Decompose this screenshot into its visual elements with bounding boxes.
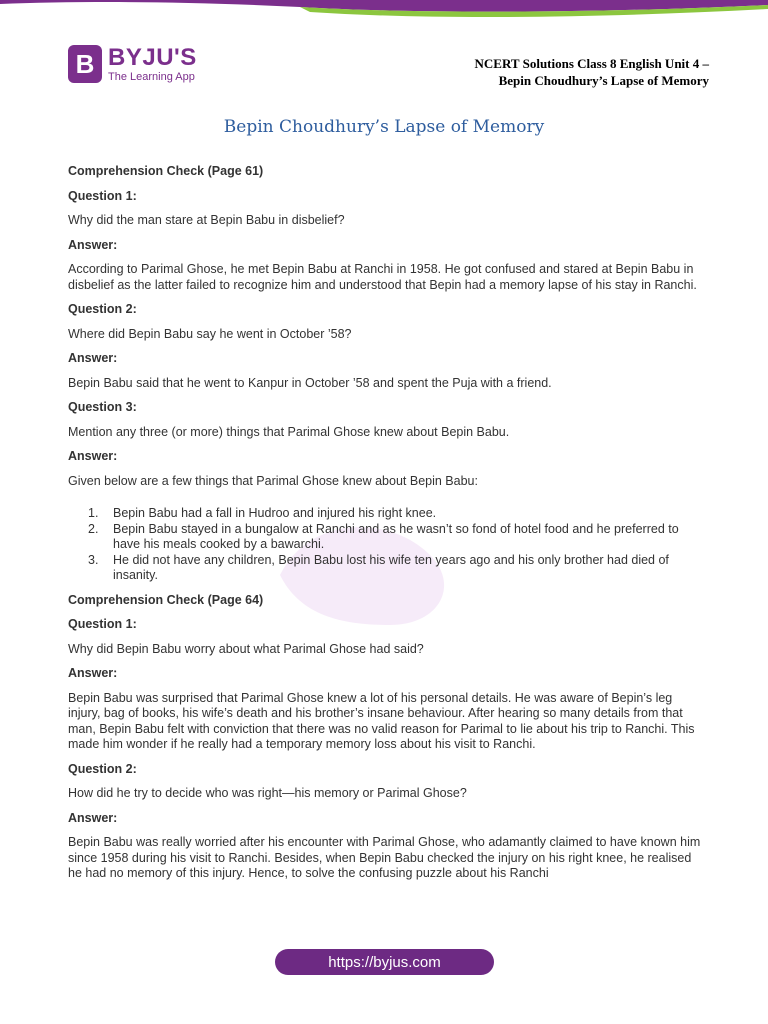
answer-label: Answer:	[68, 810, 118, 825]
answer-label: Answer:	[68, 237, 118, 252]
answer-text: Bepin Babu said that he went to Kanpur in October ’58 and spent the Puja with a friend.	[68, 375, 552, 390]
header-line-2: Bepin Choudhury’s Lapse of Memory	[498, 73, 709, 88]
question-text: Why did the man stare at Bepin Babu in disbelief?	[68, 213, 345, 227]
page-title: Bepin Choudhury’s Lapse of Memory	[223, 117, 545, 137]
header-color-band	[0, 0, 768, 22]
question-label: Question 1:	[68, 188, 137, 203]
question-text: Where did Bepin Babu say he went in October ’58?	[68, 326, 352, 341]
question-label: Question 3:	[68, 400, 137, 414]
question-text: How did he try to decide who was right—his memory or Parimal Ghose?	[68, 786, 467, 800]
brand-tagline: The Learning App	[108, 70, 195, 83]
answer-text: According to Parimal Ghose, he met Bepin Babu at Ranchi in 1958. He got confused and stared at Bepin Babu in disbelief as the latter failed to recognize him and understood that Bepin had a memory lapse of his stay in Ranchi.	[68, 262, 697, 292]
brand-name: BYJU'S	[108, 43, 197, 71]
website-link-button[interactable]: https://byjus.com	[275, 949, 494, 975]
answer-label: Answer:	[68, 666, 118, 680]
question-label: Question 1:	[68, 617, 137, 631]
question-text: Why did Bepin Babu worry about what Parimal Ghose had said?	[68, 641, 424, 656]
byjus-logo[interactable]	[68, 45, 197, 83]
answer-label: Answer:	[68, 351, 118, 365]
document-header	[475, 55, 709, 89]
answer-list	[68, 506, 708, 584]
list-item: 2. Bepin Babu stayed in a bungalow at Ranchi and as he wasn’t so fond of hotel food and he preferred to have his meals cooked by a bawarchi.	[88, 521, 679, 551]
header-line-1: NCERT Solutions Class 8 English Unit 4 –	[474, 56, 709, 71]
question-label: Question 2:	[68, 761, 137, 776]
question-label: Question 2:	[68, 302, 137, 316]
question-text: Mention any three (or more) things that Parimal Ghose knew about Bepin Babu.	[68, 424, 510, 439]
answer-label: Answer:	[68, 449, 118, 463]
section-heading: Comprehension Check (Page 61)	[68, 164, 264, 178]
section-heading: Comprehension Check (Page 64)	[68, 592, 264, 607]
answer-text: Bepin Babu was really worried after his encounter with Parimal Ghose, who adamantly claimed to have known him since 1958 during his visit to Ranchi. Besides, when Bepin Babu checked the injury on his right knee, he realised he had no memory of this injury. Hence, to solve the confusing puzzle about his Ranchi	[68, 835, 701, 880]
list-item: 1. Bepin Babu had a fall in Hudroo and injured his right knee.	[88, 506, 437, 520]
logo-mark-icon: B	[68, 45, 102, 83]
list-item: 3. He did not have any children, Bepin Babu lost his wife ten years ago and his only brother had died of insanity.	[88, 552, 669, 582]
document-body	[68, 164, 708, 891]
answer-text: Bepin Babu was surprised that Parimal Ghose knew a lot of his personal details. He was aware of Bepin’s leg injury, bag of books, his wife’s death and his brother’s insane behaviour. After hearing so many details from that man, Bepin Babu felt with conviction that there was no valid reason for Parimal to lie about his trip to Ranchi. This made him wonder if he really had a temporary memory loss about his visit to Ranchi.	[68, 690, 695, 751]
answer-text: Given below are a few things that Parimal Ghose knew about Bepin Babu:	[68, 473, 478, 488]
